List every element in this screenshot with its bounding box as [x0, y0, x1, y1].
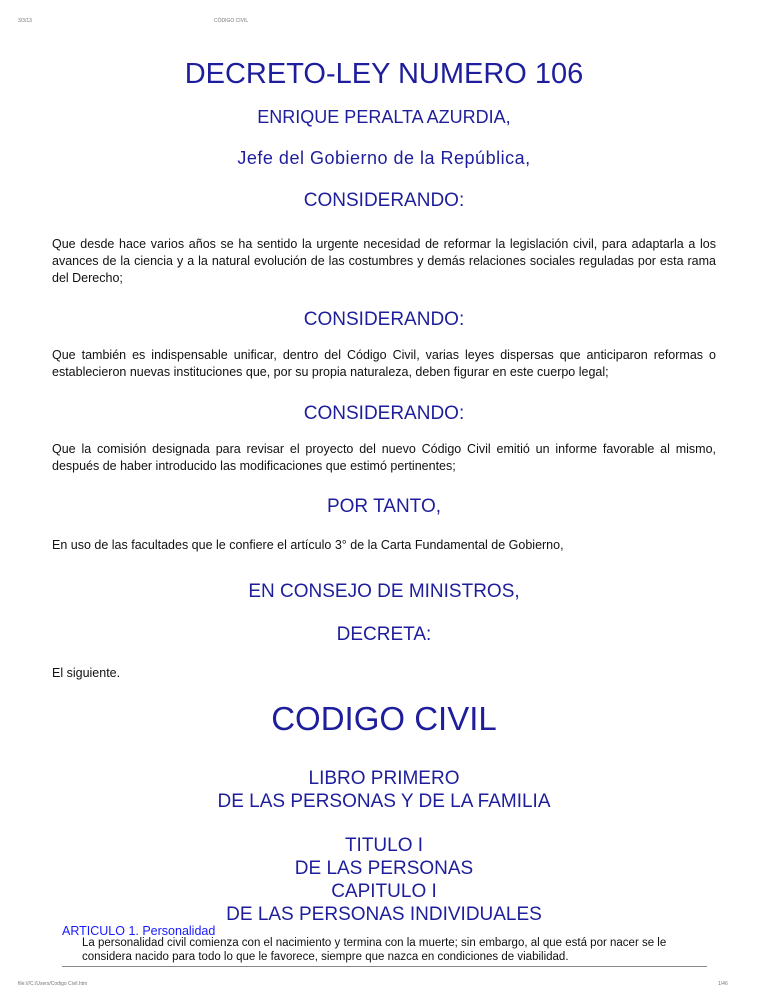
libro-name: DE LAS PERSONAS Y DE LA FAMILIA — [217, 791, 551, 812]
considerando-heading-3: CONSIDERANDO: — [303, 403, 465, 424]
por-tanto-text: En uso de las facultades que le confiere el artículo 3° de la Carta Fundamental de Gobierno, — [52, 538, 564, 552]
header-title: CÓDIGO CIVIL — [214, 18, 249, 24]
considerando-text-1: Que desde hace varios años se ha sentido la urgente necesidad de reformar la legislación civil, para adaptarla a los avances de la ciencia y a la natural evolución de las costumbres y demás relaciones sociales reguladas por esta rama del Derecho; — [52, 237, 716, 285]
capitulo-number: CAPITULO I — [331, 881, 437, 902]
footer-path: file:///C:/Users/Codigo Civil.htm — [18, 981, 88, 987]
libro-number: LIBRO PRIMERO — [308, 768, 460, 789]
considerando-heading-2: CONSIDERANDO: — [303, 309, 465, 330]
author: ENRIQUE PERALTA AZURDIA, — [257, 107, 511, 127]
consejo-heading: EN CONSEJO DE MINISTROS, — [248, 581, 520, 602]
codigo-title: CODIGO CIVIL — [271, 700, 497, 737]
header-date: 3/3/13 — [18, 18, 32, 24]
author-role: Jefe del Gobierno de la República, — [237, 148, 531, 168]
articulo-1-text: La personalidad civil comienza con el nacimiento y termina con la muerte; sin embargo, al que está por nacer se le considera nacido para todo lo que le favorece, siempre que nazca en condiciones de viabilidad. — [82, 937, 667, 963]
footer-page: 1/46 — [718, 981, 728, 987]
page-title: DECRETO-LEY NUMERO 106 — [184, 58, 584, 90]
siguiente-text: El siguiente. — [52, 666, 121, 680]
titulo-heading — [0, 834, 768, 880]
page-divider — [62, 966, 707, 967]
considerando-text-3: Que la comisión designada para revisar el proyecto del nuevo Código Civil emitió un informe favorable al mismo, después de haber introducido las modificaciones que estimó pertinentes; — [52, 442, 716, 473]
libro-heading — [0, 767, 768, 813]
titulo-number: TITULO I — [344, 835, 424, 856]
capitulo-name: DE LAS PERSONAS INDIVIDUALES — [226, 904, 542, 925]
considerando-heading-1: CONSIDERANDO: — [303, 190, 465, 211]
considerando-text-2: Que también es indispensable unificar, dentro del Código Civil, varias leyes dispersas que anticiparon reformas o establecieron nuevas instituciones que, por su propia naturaleza, deben figurar en este cuerpo legal; — [52, 348, 716, 379]
capitulo-title — [0, 880, 768, 926]
por-tanto-heading: POR TANTO, — [326, 496, 442, 517]
decreta-heading: DECRETA: — [336, 624, 432, 645]
articulo-1-link[interactable]: ARTICULO 1. Personalidad — [62, 924, 216, 938]
titulo-name: DE LAS PERSONAS — [294, 858, 474, 879]
